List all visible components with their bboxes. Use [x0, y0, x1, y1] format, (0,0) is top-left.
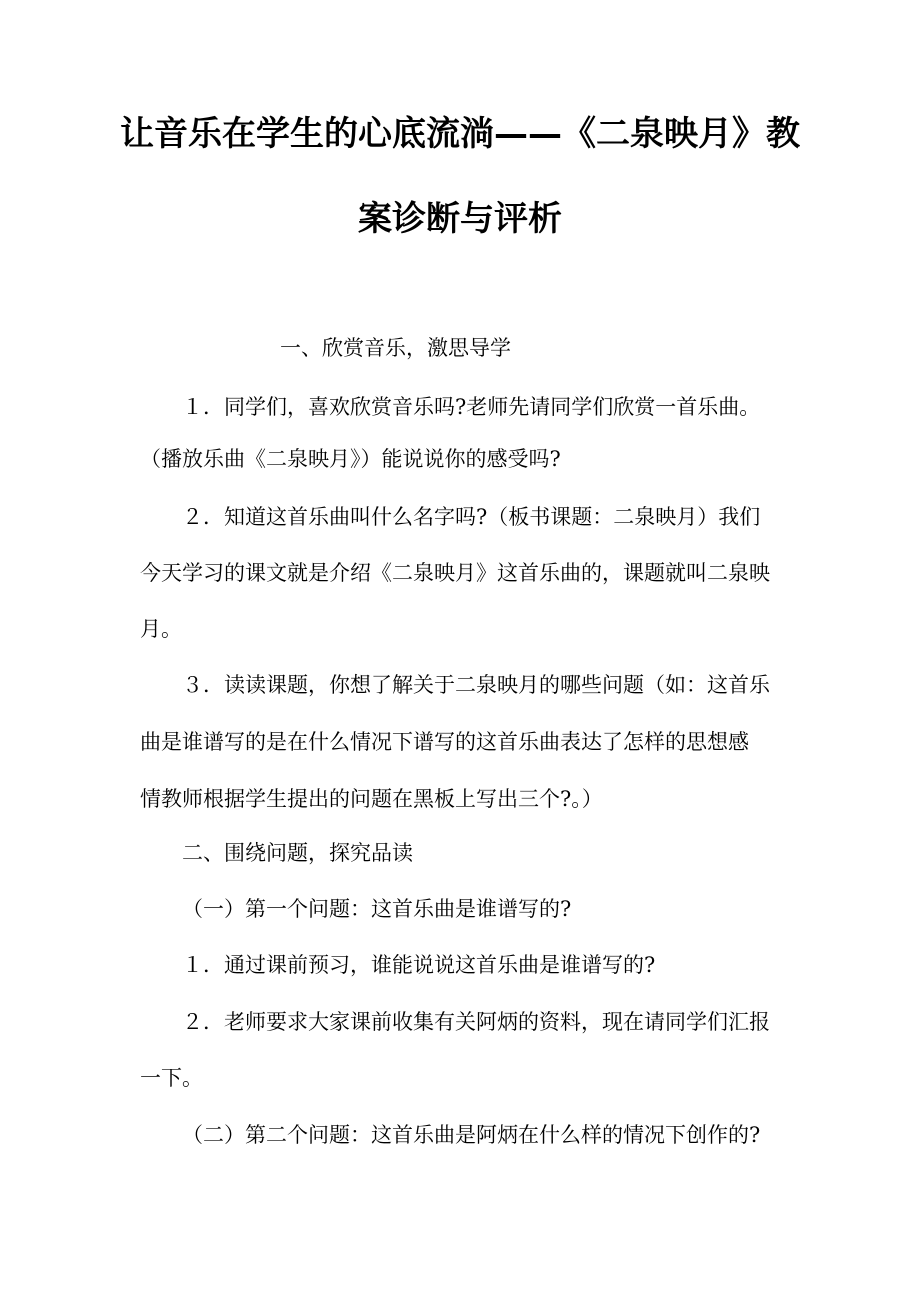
question-1-item-1: １．通过课前预习，谁能说说这首乐曲是谁谱写的? [182, 953, 656, 977]
paragraph-2-line-1: ２．知道这首乐曲叫什么名字吗?（板书课题：二泉映月）我们 [182, 505, 761, 529]
question-1-item-2-line-1: ２．老师要求大家课前收集有关阿炳的资料，现在请同学们汇报 [182, 1010, 770, 1034]
paragraph-3-line-1: ３．读读课题，你想了解关于二泉映月的哪些问题（如：这首乐 [182, 673, 770, 697]
question-1-heading: （一）第一个问题：这首乐曲是谁谱写的? [182, 897, 572, 921]
paragraph-2-line-3: 月。 [140, 617, 182, 641]
document-title-line-2: 案诊断与评析 [358, 199, 562, 239]
paragraph-2-line-2: 今天学习的课文就是介绍《二泉映月》这首乐曲的，课题就叫二泉映 [140, 561, 770, 585]
paragraph-3-line-3: 情教师根据学生提出的问题在黑板上写出三个?。） [140, 787, 603, 811]
question-1-item-2-line-2: 一下。 [140, 1066, 203, 1090]
paragraph-3-line-2: 曲是谁谱写的是在什么情况下谱写的这首乐曲表达了怎样的思想感 [140, 730, 749, 754]
paragraph-1-line-1: １．同学们，喜欢欣赏音乐吗?老师先请同学们欣赏一首乐曲。 [182, 395, 761, 419]
paragraph-1-line-2: （播放乐曲《二泉映月》）能说说你的感受吗? [140, 447, 561, 471]
document-title-line-1: 让音乐在学生的心底流淌——《二泉映月》教 [120, 114, 800, 154]
question-2-heading: （二）第二个问题：这首乐曲是阿炳在什么样的情况下创作的? [182, 1123, 761, 1147]
section-1-heading: 一、欣赏音乐，激思导学 [280, 336, 511, 360]
section-2-heading: 二、围绕问题，探究品读 [182, 841, 413, 865]
